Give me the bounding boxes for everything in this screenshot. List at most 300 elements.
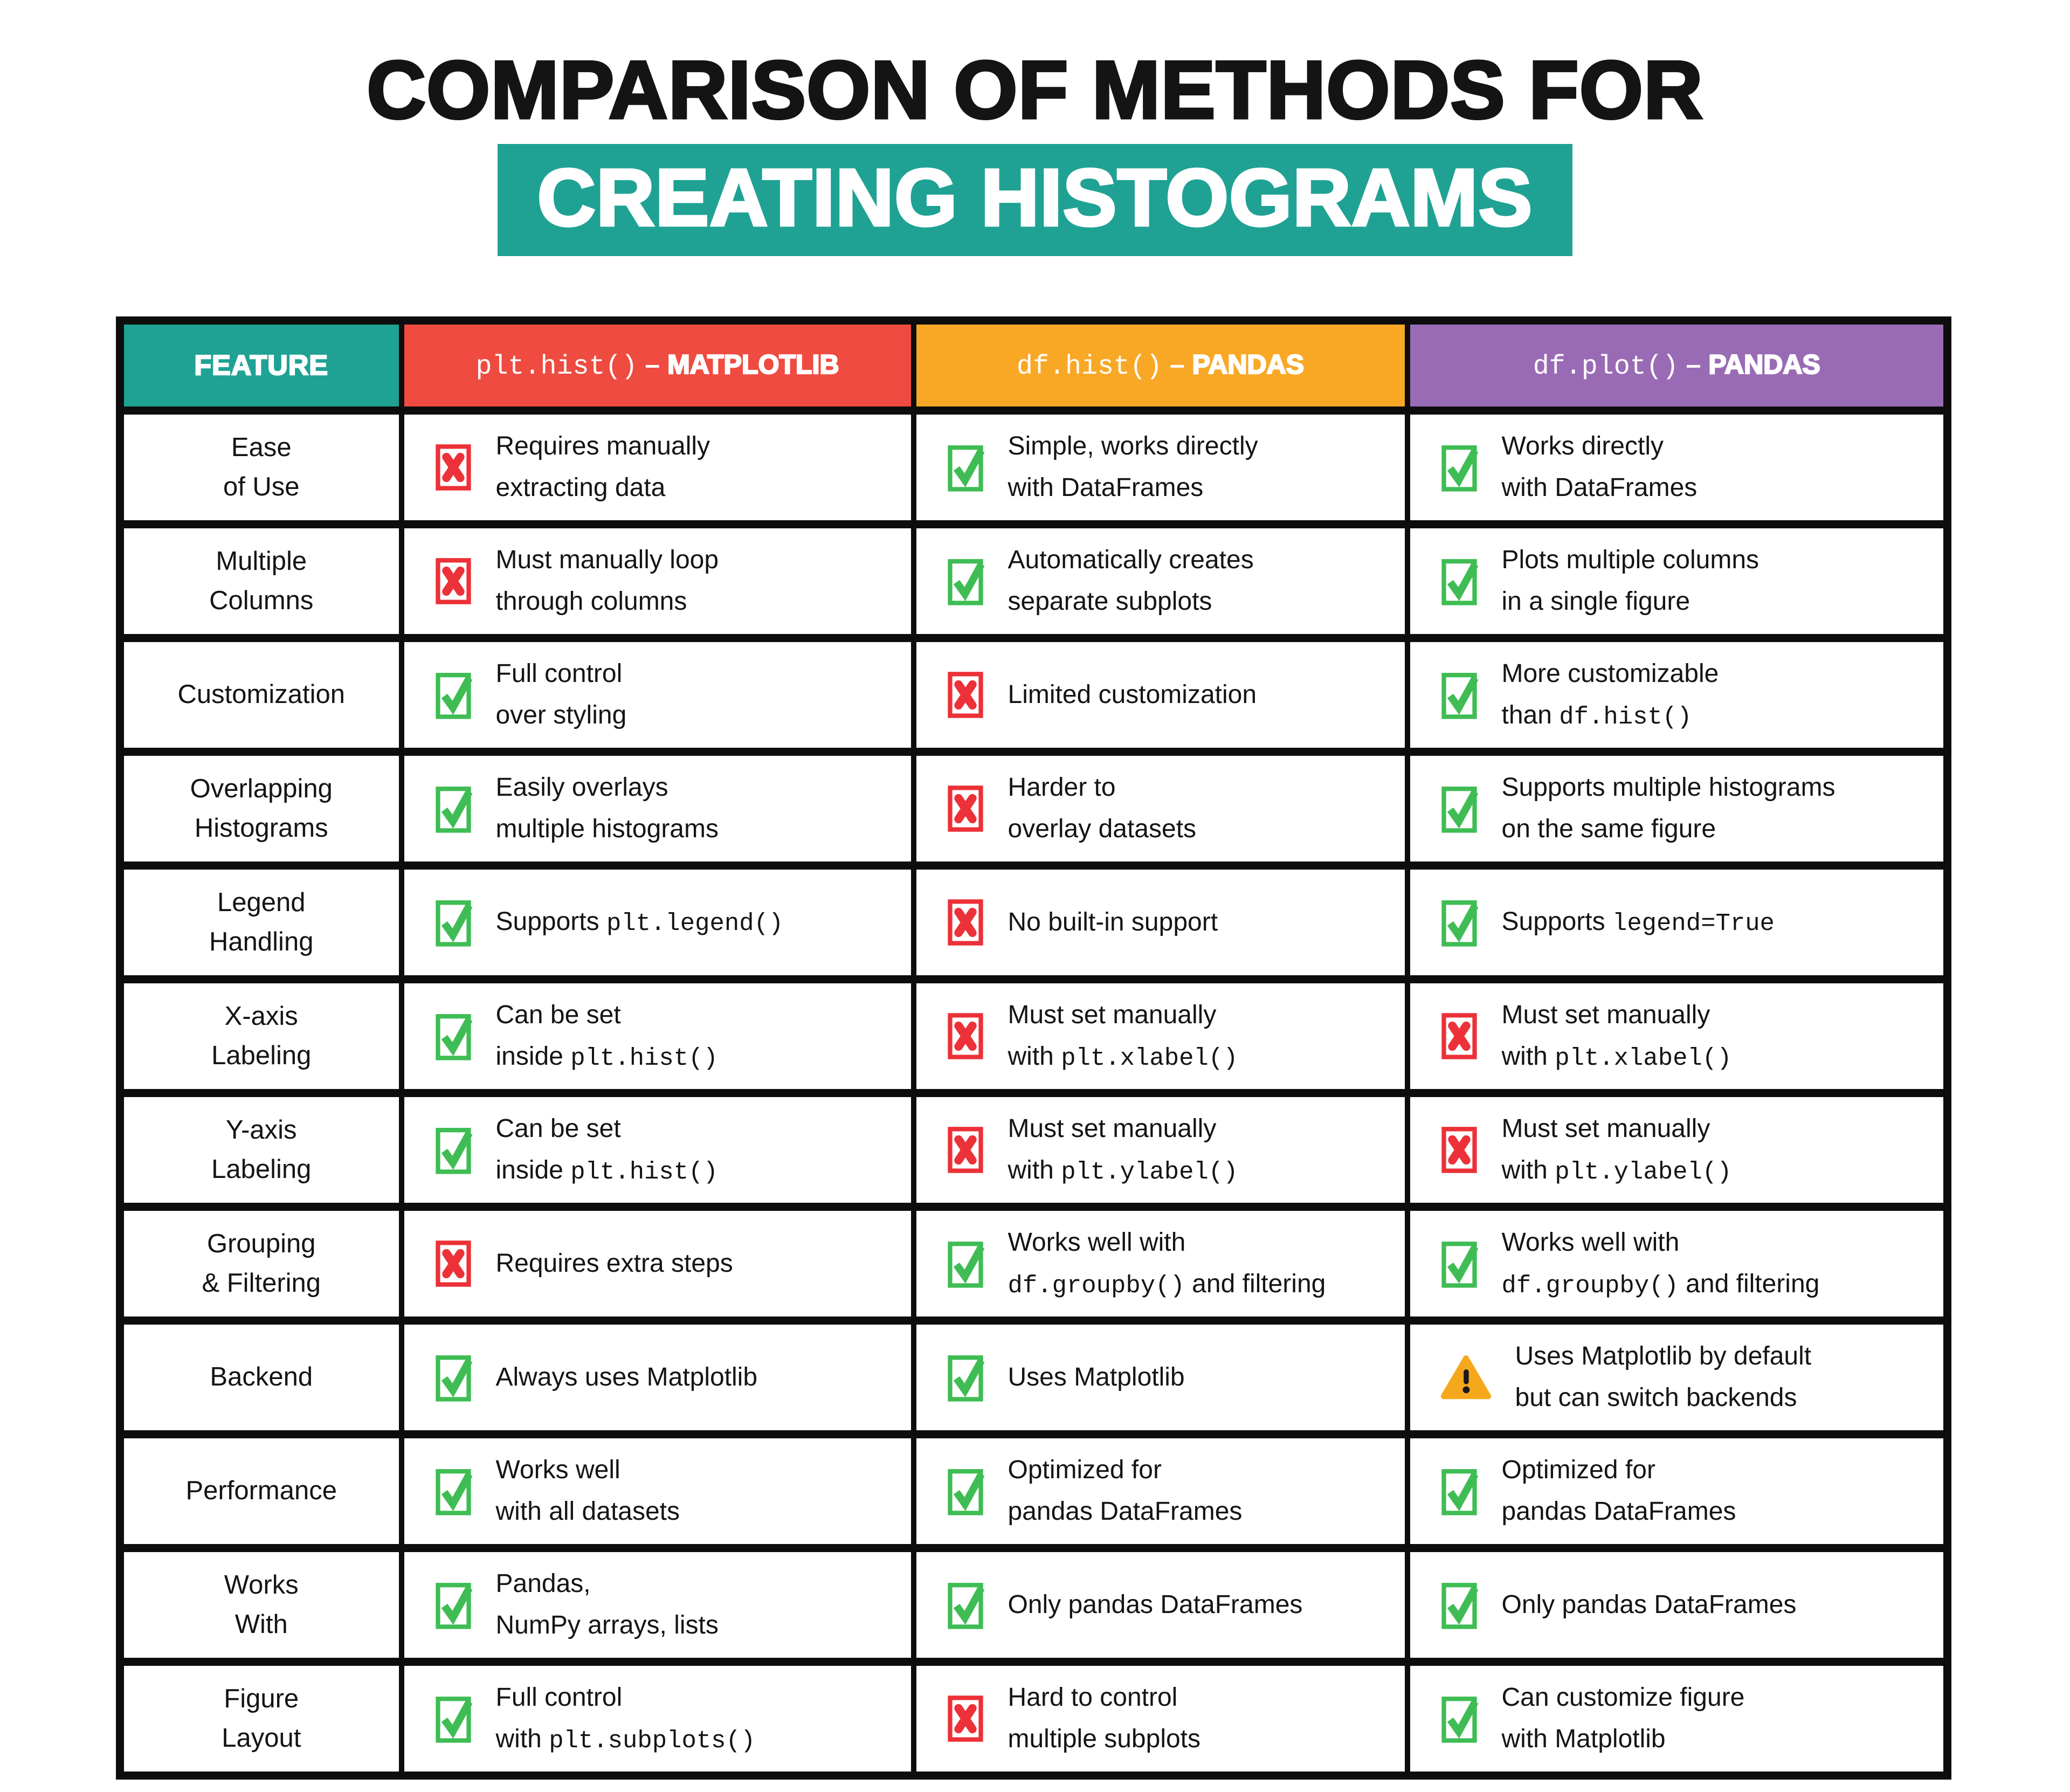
inline-text: with	[1501, 1155, 1555, 1184]
cell-text	[1502, 767, 1836, 850]
cell-text-line	[496, 1108, 718, 1150]
inline-text: Must manually loop	[495, 546, 719, 575]
inline-text: Easily overlays	[495, 773, 668, 802]
feature-label-line: Columns	[209, 586, 314, 616]
cross-icon	[434, 1239, 472, 1288]
cell-text-line	[1502, 1584, 1797, 1626]
cell-content	[404, 1450, 911, 1533]
inline-code: plt.xlabel()	[1555, 1044, 1732, 1072]
cell-content	[916, 767, 1405, 850]
comparison-cell	[914, 1321, 1407, 1435]
cell-text-line	[1502, 1036, 1732, 1078]
table-row-performance	[120, 1435, 1948, 1548]
cell-text	[1008, 995, 1238, 1078]
inline-text: Full control	[495, 1683, 623, 1712]
cell-text-line	[496, 809, 719, 850]
inline-text: and filtering	[1678, 1269, 1820, 1298]
cell-text-line	[496, 767, 719, 809]
inline-text: Automatically creates	[1008, 546, 1254, 575]
cell-content	[404, 540, 911, 623]
cell-text-line	[496, 695, 627, 736]
feature-label-line: Y-axis	[225, 1115, 297, 1145]
cell-text-line	[1008, 1036, 1238, 1078]
column-header-feature	[120, 321, 402, 411]
cell-text-line	[496, 1719, 756, 1761]
feature-cell-overlapping-histograms	[120, 752, 402, 866]
cell-text-line	[496, 540, 719, 581]
cell-text-line	[1008, 767, 1197, 809]
check-icon	[434, 1353, 472, 1402]
cell-content	[1410, 767, 1944, 850]
method-code: plt.hist()	[475, 351, 638, 383]
cell-content	[1410, 1336, 1944, 1419]
inline-code: plt.xlabel()	[1061, 1044, 1238, 1072]
cell-text-line	[1502, 995, 1732, 1036]
inline-text: Must set manually	[1501, 1114, 1710, 1143]
comparison-cell	[914, 1207, 1407, 1321]
inline-text: multiple subplots	[1008, 1725, 1201, 1754]
cross-icon	[1440, 1011, 1478, 1061]
cell-text-line	[1502, 767, 1836, 809]
cell-text-line	[1502, 1264, 1820, 1306]
check-icon	[1440, 898, 1478, 947]
inline-text: Pandas,	[495, 1569, 591, 1598]
inline-text: Always uses Matplotlib	[495, 1362, 758, 1391]
cell-text-line	[1008, 995, 1238, 1036]
comparison-cell	[914, 1548, 1407, 1662]
table-body	[120, 411, 1948, 1776]
cell-text-line	[1502, 1150, 1732, 1192]
comparison-cell	[1407, 1207, 1948, 1321]
column-header-df-hist	[914, 321, 1407, 411]
cell-text	[496, 995, 718, 1078]
cell-text	[496, 540, 719, 623]
inline-code: plt.subplots()	[549, 1726, 756, 1755]
feature-label-line: & Filtering	[202, 1269, 321, 1298]
cell-text-line	[1008, 809, 1197, 850]
cell-text	[496, 426, 710, 509]
cell-text-line	[1008, 1677, 1201, 1719]
cell-text-line	[1502, 540, 1760, 581]
cell-text	[1008, 426, 1258, 509]
cell-text-line	[1502, 653, 1719, 695]
cell-text	[1502, 426, 1698, 509]
inline-text: pandas DataFrames	[1501, 1497, 1736, 1526]
cross-icon	[947, 1125, 984, 1175]
inline-text: Uses Matplotlib	[1008, 1362, 1185, 1391]
inline-code: plt.hist()	[570, 1044, 718, 1072]
check-icon	[434, 784, 472, 833]
feature-label-line: Works	[224, 1570, 299, 1600]
cell-text-line	[1008, 1357, 1185, 1398]
feature-cell-grouping-filtering	[120, 1207, 402, 1321]
cell-text-line	[1008, 1491, 1243, 1533]
inline-text: multiple histograms	[495, 815, 719, 844]
cell-content	[916, 995, 1405, 1078]
feature-cell-x-axis-labeling	[120, 980, 402, 1093]
cell-content	[916, 1450, 1405, 1533]
feature-label-line: Handling	[209, 927, 314, 957]
cross-icon	[947, 1011, 984, 1061]
cell-text	[496, 767, 719, 850]
cell-text-line	[1008, 467, 1258, 509]
check-icon	[434, 898, 472, 947]
inline-text: Optimized for	[1501, 1456, 1655, 1485]
cell-text-line	[496, 1563, 719, 1605]
inline-text: over styling	[495, 701, 627, 730]
inline-text: Optimized for	[1008, 1456, 1162, 1485]
check-icon	[1440, 1580, 1478, 1630]
cell-content	[1410, 1450, 1944, 1533]
inline-text: with	[1501, 1042, 1555, 1071]
header-separator: –	[1162, 349, 1192, 380]
check-icon	[434, 1011, 472, 1061]
cell-text	[1502, 1450, 1736, 1533]
comparison-cell	[1407, 525, 1948, 638]
cell-text-line	[1008, 581, 1254, 623]
cell-text-line	[496, 1357, 758, 1398]
cell-text	[1502, 1222, 1820, 1306]
table-row-ease-of-use	[120, 411, 1948, 525]
feature-label-line: Layout	[222, 1724, 301, 1753]
inline-code: df.groupby()	[1008, 1271, 1185, 1300]
inline-text: with DataFrames	[1008, 473, 1204, 502]
cell-text-line	[496, 581, 719, 623]
cell-text	[1515, 1336, 1812, 1419]
comparison-cell	[914, 980, 1407, 1093]
cross-icon	[947, 670, 984, 720]
warning-icon	[1440, 1355, 1492, 1400]
feature-label-line: Ease	[231, 432, 292, 462]
inline-text: through columns	[495, 587, 687, 616]
feature-cell-ease-of-use	[120, 411, 402, 525]
inline-text: Must set manually	[1501, 1000, 1710, 1029]
inline-text: on the same figure	[1501, 815, 1716, 844]
cell-text	[1502, 1108, 1732, 1192]
inline-text: Can be set	[495, 1000, 621, 1029]
check-icon	[434, 1125, 472, 1175]
cell-text-line	[1502, 581, 1760, 623]
feature-label-line: Figure	[224, 1684, 299, 1713]
cell-content	[1410, 653, 1944, 737]
check-icon	[1440, 443, 1478, 492]
cell-text-line	[1502, 1677, 1745, 1719]
cell-text-line	[1502, 1719, 1745, 1760]
table-row-y-axis-labeling	[120, 1093, 1948, 1207]
header-row	[120, 321, 1948, 411]
cell-text-line	[1502, 809, 1836, 850]
inline-text: with	[1008, 1155, 1061, 1184]
cell-content	[916, 426, 1405, 509]
cell-text	[1008, 540, 1254, 623]
check-icon	[1440, 1466, 1478, 1516]
cell-text-line	[1502, 1108, 1732, 1150]
cell-text-line	[496, 467, 710, 509]
inline-text: Supports	[1501, 907, 1612, 936]
inline-text: Uses Matplotlib by default	[1515, 1342, 1812, 1371]
inline-text: Harder to	[1008, 773, 1116, 802]
inline-text: Supports	[495, 907, 606, 936]
cell-text-line	[1515, 1377, 1812, 1419]
check-icon	[434, 1694, 472, 1743]
inline-text: in a single figure	[1501, 587, 1690, 616]
comparison-cell	[914, 638, 1407, 752]
feature-cell-y-axis-labeling	[120, 1093, 402, 1207]
comparison-cell	[1407, 1662, 1948, 1776]
cell-text-line	[496, 1677, 756, 1719]
cell-content	[404, 1677, 911, 1761]
inline-text: Hard to control	[1008, 1683, 1178, 1712]
inline-text: with	[1008, 1042, 1061, 1071]
inline-text: but can switch backends	[1515, 1383, 1797, 1412]
library-name: MATPLOTLIB	[667, 349, 839, 380]
cell-text	[1502, 901, 1775, 943]
cell-text	[1502, 653, 1719, 737]
cell-content	[404, 995, 911, 1078]
comparison-cell	[402, 1093, 914, 1207]
inline-text: pandas DataFrames	[1008, 1497, 1243, 1526]
comparison-cell	[402, 1435, 914, 1548]
cell-content	[1410, 426, 1944, 509]
cell-content	[1410, 898, 1944, 947]
inline-text: Plots multiple columns	[1501, 546, 1760, 575]
inline-text: Only pandas DataFrames	[1501, 1590, 1797, 1619]
cell-text	[496, 1108, 718, 1192]
inline-text: Must set manually	[1008, 1114, 1217, 1143]
check-icon	[947, 1353, 984, 1402]
feature-label-line: With	[234, 1610, 288, 1639]
cell-text-line	[1008, 1150, 1238, 1192]
cross-icon	[947, 1694, 984, 1743]
comparison-cell	[1407, 1435, 1948, 1548]
title-line-1: COMPARISON OF METHODS FOR	[367, 44, 1703, 136]
feature-label-line: Grouping	[206, 1229, 316, 1258]
cell-content	[404, 767, 911, 850]
inline-text: Requires manually	[495, 432, 710, 461]
comparison-cell	[1407, 1548, 1948, 1662]
title-line-2: CREATING HISTOGRAMS	[537, 152, 1533, 243]
cell-text	[496, 901, 784, 943]
table-header	[120, 321, 1948, 411]
title-block	[0, 0, 2070, 256]
cell-text-line	[496, 1491, 680, 1533]
inline-text: than	[1501, 700, 1560, 729]
cell-text-line	[1008, 1584, 1303, 1626]
cell-content	[404, 1563, 911, 1646]
cell-content	[1410, 1580, 1944, 1630]
cell-text-line	[1008, 540, 1254, 581]
cell-text	[496, 1243, 733, 1285]
header-separator: –	[637, 349, 668, 380]
cell-text-line	[1008, 1222, 1326, 1264]
inline-text: inside	[495, 1042, 571, 1071]
check-icon	[947, 1580, 984, 1630]
cell-text-line	[1008, 1264, 1326, 1306]
inline-text: Works well with	[1008, 1228, 1186, 1257]
column-header-df-plot	[1407, 321, 1948, 411]
inline-text: More customizable	[1501, 659, 1719, 688]
cell-text	[1008, 1222, 1326, 1306]
cell-text-line	[496, 653, 627, 695]
inline-text: Limited customization	[1008, 680, 1257, 709]
inline-text: with	[495, 1724, 549, 1753]
check-icon	[434, 670, 472, 720]
inline-text: No built-in support	[1008, 907, 1218, 936]
cell-text-line	[1502, 426, 1698, 467]
comparison-cell	[1407, 411, 1948, 525]
inline-text: extracting data	[495, 473, 666, 502]
feature-label-line: Backend	[210, 1362, 313, 1392]
feature-label-line: Overlapping	[190, 774, 333, 803]
cross-icon	[947, 784, 984, 833]
inline-text: NumPy arrays, lists	[495, 1611, 719, 1640]
cell-text	[496, 1357, 758, 1398]
cell-content	[916, 1108, 1405, 1192]
inline-code: plt.legend()	[606, 909, 784, 938]
cell-text-line	[496, 901, 784, 943]
table-row-backend	[120, 1321, 1948, 1435]
inline-code: plt.ylabel()	[1061, 1157, 1238, 1186]
inline-text: and filtering	[1184, 1269, 1326, 1298]
cell-content	[404, 1108, 911, 1192]
method-code: df.hist()	[1016, 351, 1163, 383]
cell-content	[916, 670, 1405, 720]
check-icon	[434, 1466, 472, 1516]
cell-content	[1410, 1677, 1944, 1760]
inline-text: separate subplots	[1008, 587, 1212, 616]
column-header-plt-hist	[402, 321, 914, 411]
table-row-grouping-filtering	[120, 1207, 1948, 1321]
library-name: PANDAS	[1192, 349, 1305, 380]
cell-content	[404, 653, 911, 736]
comparison-cell	[914, 1662, 1407, 1776]
inline-text: Can customize figure	[1501, 1683, 1745, 1712]
cell-text	[1008, 767, 1197, 850]
cell-text-line	[1502, 1222, 1820, 1264]
comparison-cell	[402, 1207, 914, 1321]
inline-text: Requires extra steps	[495, 1249, 733, 1278]
inline-text: with Matplotlib	[1501, 1725, 1666, 1754]
cell-text	[1008, 1357, 1185, 1398]
cell-text-line	[496, 1243, 733, 1285]
cell-content	[1410, 1108, 1944, 1192]
cell-text	[1008, 1677, 1201, 1760]
cell-text	[1008, 1450, 1243, 1533]
table-row-overlapping-histograms	[120, 752, 1948, 866]
feature-cell-works-with	[120, 1548, 402, 1662]
cell-content	[1410, 995, 1944, 1078]
comparison-cell	[914, 1435, 1407, 1548]
cell-content	[916, 898, 1405, 947]
comparison-cell	[402, 1548, 914, 1662]
inline-code: plt.ylabel()	[1555, 1157, 1732, 1186]
cell-text	[496, 1450, 680, 1533]
cell-text-line	[1008, 1108, 1238, 1150]
comparison-cell	[402, 638, 914, 752]
inline-text: Must set manually	[1008, 1000, 1217, 1029]
inline-code: df.groupby()	[1501, 1271, 1679, 1300]
cross-icon	[434, 443, 472, 492]
inline-text: with DataFrames	[1501, 473, 1698, 502]
comparison-cell	[914, 1093, 1407, 1207]
comparison-cell	[402, 525, 914, 638]
cell-text-line	[1502, 695, 1719, 737]
cell-text	[1502, 540, 1760, 623]
cell-text-line	[1502, 1491, 1736, 1533]
cell-text-line	[1502, 1450, 1736, 1491]
inline-text: Full control	[495, 659, 623, 688]
cell-content	[916, 1353, 1405, 1402]
cell-text	[1008, 1584, 1303, 1626]
comparison-cell	[402, 980, 914, 1093]
feature-cell-multiple-columns	[120, 525, 402, 638]
inline-text: with all datasets	[495, 1497, 680, 1526]
cell-text	[496, 653, 627, 736]
cell-content	[404, 426, 911, 509]
check-icon	[1440, 784, 1478, 833]
check-icon	[1440, 670, 1478, 720]
comparison-cell	[402, 1321, 914, 1435]
cell-text-line	[496, 426, 710, 467]
cross-icon	[434, 556, 472, 606]
feature-label-line: Labeling	[211, 1041, 312, 1071]
inline-text: Only pandas DataFrames	[1008, 1590, 1303, 1619]
inline-text: Works well with	[1501, 1228, 1680, 1257]
cell-text	[1502, 1584, 1797, 1626]
comparison-cell	[1407, 752, 1948, 866]
cell-content	[404, 898, 911, 947]
table-row-customization	[120, 638, 1948, 752]
check-icon	[1440, 556, 1478, 606]
cell-text	[1008, 674, 1257, 716]
cell-text-line	[1502, 901, 1775, 943]
cell-text	[1008, 902, 1218, 943]
check-icon	[947, 556, 984, 606]
cell-text-line	[496, 1036, 718, 1078]
cell-text-line	[496, 1605, 719, 1646]
inline-text: Works directly	[1501, 432, 1664, 461]
feature-label-line: Multiple	[216, 546, 307, 576]
inline-text: Works well	[495, 1456, 620, 1485]
inline-code: plt.hist()	[570, 1157, 718, 1186]
cell-content	[916, 1580, 1405, 1630]
table-row-x-axis-labeling	[120, 980, 1948, 1093]
comparison-cell	[402, 866, 914, 980]
inline-text: Can be set	[495, 1114, 621, 1143]
method-code: df.plot()	[1533, 351, 1679, 383]
cross-icon	[947, 898, 984, 947]
cell-content	[916, 540, 1405, 623]
table-row-legend-handling	[120, 866, 1948, 980]
cross-icon	[1440, 1125, 1478, 1175]
cell-text-line	[496, 1150, 718, 1192]
header-separator: –	[1678, 349, 1709, 380]
cell-text-line	[1008, 902, 1218, 943]
comparison-cell	[914, 866, 1407, 980]
feature-header-label: FEATURE	[194, 350, 329, 382]
cell-text-line	[1008, 674, 1257, 716]
comparison-table	[116, 316, 1951, 1780]
feature-label-line: Labeling	[211, 1155, 312, 1184]
comparison-cell	[402, 1662, 914, 1776]
cell-text	[1502, 995, 1732, 1078]
cell-content	[404, 1239, 911, 1288]
cell-text-line	[1008, 426, 1258, 467]
table-row-multiple-columns	[120, 525, 1948, 638]
comparison-cell	[1407, 1321, 1948, 1435]
check-icon	[1440, 1694, 1478, 1743]
comparison-cell	[402, 752, 914, 866]
